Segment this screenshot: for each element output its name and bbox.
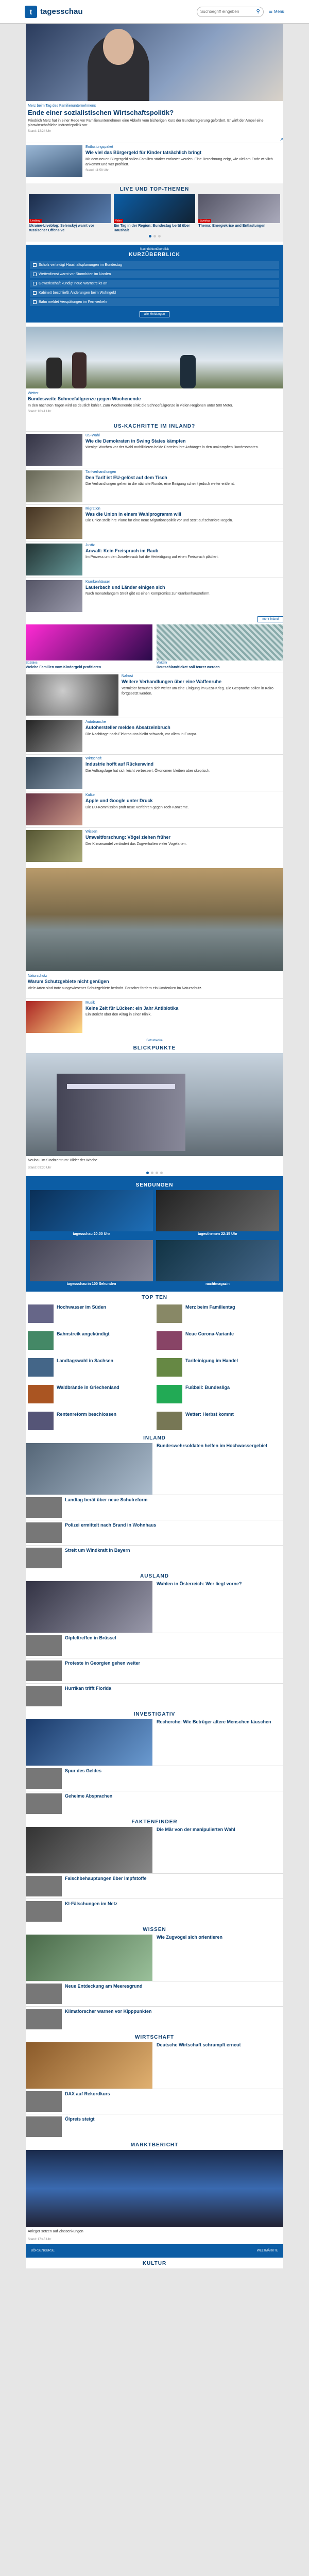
markt-image[interactable] bbox=[26, 2150, 283, 2227]
kultur-section: KULTUR bbox=[142, 2260, 167, 2266]
logo-text: tagesschau bbox=[40, 7, 83, 16]
art-teaser[interactable]: Nahost Weitere Verhandlungen über eine Waffenruhe Vermittler bemühen sich weiter um eine Einigung im Gaza-Krieg. Die Gespräche sollen in Kairo fortgesetzt werden. bbox=[26, 672, 283, 718]
live-card[interactable]: Liveblog Ukraine-Liveblog: Selenskyj warnt vor russischer Offensive bbox=[29, 194, 111, 233]
forecast-teaser[interactable]: Wetter Bundesweite Schneefallgrenze gegen Wochenende In den nächsten Tagen wird es deutlich kühler. Zum Wochenende sinkt die Schneefallgrenze in vielen Regionen unter 500 Meter. Stand: 10:41 Uhr bbox=[26, 323, 283, 420]
forecast-image bbox=[26, 327, 283, 388]
faktenfinder-section: FAKTENFINDER Die Mär von der manipulierten Wahl Falschbehauptungen über Impfstoffe KI-Fälschungen im Netz bbox=[26, 1816, 283, 1924]
list-item[interactable]: Geheime Absprachen bbox=[26, 1791, 283, 1816]
inland-section: US-KACHRITTE IM INLAND? US-Wahl Wie die Demokraten in Swing States kämpfen Wenige Wochen vor der Wahl mobilisieren beide Parteien ihre Anhänger in den umkämpften Bundesstaaten. Tarifverhandlungen Den Tarif ist EU-gelöst auf dem Tisch Die Verhandlungen gehen in die nächste Runde, eine Einigung scheint jedoch weiter entfernt. Migration Was die Union in einem Wahlprogramm will Die Union stellt ihre Pläne für eine neue Migrationspolitik vor und setzt auf schärfere Regeln. Justiz Anwalt: Kein Freispruch im Raub Im Prozess um den Juwelenraub hat die Verteidigung auf einen Freispruch plädiert. Krankenhäuser Lauterbach und Länder einigen sich Nach monatelangem Streit gibt es einen Kompromiss zur Krankenhausreform. mehr Inland bbox=[26, 420, 283, 622]
blickpunkte-image[interactable] bbox=[26, 1053, 283, 1156]
logo-mark: t bbox=[25, 6, 37, 18]
section-title: LIVE UND TOP-THEMEN bbox=[119, 187, 190, 193]
list-item[interactable]: Tarifverhandlungen Den Tarif ist EU-gelöst auf dem Tisch Die Verhandlungen gehen in die nächste Runde, eine Einigung scheint jedoch weiter entfernt. bbox=[26, 468, 283, 504]
inland2-section: INLAND Bundeswehrsoldaten helfen im Hochwassergebiet Landtag berät über neue Schulreform Polizei ermittelt nach Brand in Wohnhaus Streit um Windkraft in Bayern bbox=[26, 1432, 283, 1570]
list-item[interactable]: Gipfeltreffen in Brüssel bbox=[26, 1633, 283, 1658]
menu-button[interactable]: ☰ Menü bbox=[268, 9, 284, 14]
list-item[interactable]: Kultur Apple und Google unter Druck Die EU-Kommission prüft neue Verfahren gegen Tech-Konzerne. bbox=[26, 791, 283, 827]
list-item[interactable]: Wirtschaft Industrie hofft auf Rückenwind Die Auftragslage hat sich leicht verbessert, Ökonomen bleiben aber skeptisch. bbox=[26, 754, 283, 791]
list-item[interactable]: KI-Fälschungen im Netz bbox=[26, 1899, 283, 1924]
list-item[interactable]: Justiz Anwalt: Kein Freispruch im Raub Im Prozess um den Juwelenraub hat die Verteidigung auf einen Freispruch plädiert. bbox=[26, 541, 283, 578]
list-item[interactable]: DAX auf Rekordkurs bbox=[26, 2089, 283, 2114]
video-card[interactable]: tagesthemen 22:15 Uhr bbox=[156, 1190, 279, 1236]
wissen-section: WISSEN Wie Zugvögel sich orientieren Neue Entdeckung am Meeresgrund Klimaforscher warnen vor Kipppunkten bbox=[26, 1924, 283, 2031]
list-item[interactable]: Proteste in Georgien gehen weiter bbox=[26, 1658, 283, 1683]
list-item[interactable]: Falschbehauptungen über Impfstoffe bbox=[26, 1873, 283, 1899]
list-item[interactable]: Waldbrände in Griechenland bbox=[28, 1383, 152, 1405]
wirtschaft-section: WIRTSCHAFT Deutsche Wirtschaft schrumpft erneut DAX auf Rekordkurs Ölpreis steigt bbox=[26, 2031, 283, 2139]
carousel-dots[interactable] bbox=[26, 233, 283, 240]
second-teaser[interactable]: Entlastungspaket Wie viel das Bürgergeld für Kinder tatsächlich bringt Mit dem neuen Bürgergeld sollen Familien stärker entlastet werden. Eine Berechnung zeigt, wie viel am Ende wirklich ankommt und wer profitiert. Stand: 11:58 Uhr bbox=[26, 143, 283, 179]
list-item[interactable]: Tarifeinigung im Handel bbox=[157, 1356, 281, 1379]
list-item[interactable]: Rentenreform beschlossen bbox=[28, 1410, 152, 1432]
brief-item[interactable]: Scholz verteidigt Haushaltsplanungen im Bundestag bbox=[30, 261, 279, 269]
list-item[interactable]: Streit um Windkraft in Bayern bbox=[26, 1545, 283, 1570]
list-item[interactable]: Wissen Umweltforschung: Vögel ziehen früher Der Klimawandel verändert das Zugverhalten vieler Vogelarten. bbox=[26, 827, 283, 864]
brief-item[interactable]: Bahn meldet Verspätungen im Fernverkehr bbox=[30, 298, 279, 306]
teaser-card[interactable]: Soziales Welche Familien vom Kindergeld profitieren bbox=[26, 624, 152, 670]
sendungen-section: SENDUNGEN tagesschau 20:00 Uhr tagesthemen 22:15 Uhr tagesschau in 100 Sekunden nachtmagazin bbox=[26, 1176, 283, 1292]
lead-teaser[interactable]: Merz beim Tag des Familienunternehmens Ende einer sozialistischen Wirtschaftspolitik? Friedrich Merz hat in einer Rede vor Familienunternehmen eine Abkehr vom bisherigen Kurs der Bundesregierung gefordert. Er wirft der Ampel eine planwirtschaftliche Industriepolitik vor. Stand: 12:24 Uhr bbox=[26, 24, 283, 136]
investigativ-section: INVESTIGATIV Recherche: Wie Betrüger ältere Menschen täuschen Spur des Geldes Geheime Absprachen bbox=[26, 1708, 283, 1816]
boersenkurse-link[interactable]: BÖRSENKURSE bbox=[31, 2249, 55, 2252]
topten-section: TOP TEN Hochwasser im Süden Merz beim Familientag Bahnstreik angekündigt Neue Corona-Variante Landtagswahl in Sachsen Tarifeinigung im Handel Waldbrände in Griechenland Fußball: Bundesliga Rentenreform beschlossen Wetter: Herbst kommt bbox=[26, 1292, 283, 1432]
main-content bbox=[26, 24, 283, 2268]
brief-item[interactable]: Wetterdienst warnt vor Sturmböen im Norden bbox=[30, 270, 279, 278]
more-inland-button[interactable]: mehr Inland bbox=[258, 616, 283, 622]
list-item[interactable]: Landtagswahl in Sachsen bbox=[28, 1356, 152, 1379]
hamburger-icon: ☰ bbox=[268, 9, 272, 14]
list-item[interactable]: Krankenhäuser Lauterbach und Länder einigen sich Nach monatelangem Streit gibt es einen Kompromiss zur Krankenhausreform. bbox=[26, 578, 283, 614]
list-item[interactable]: Landtag berät über neue Schulreform bbox=[26, 1495, 283, 1520]
teaser-card[interactable]: Verkehr Deutschlandticket soll teurer werden bbox=[157, 624, 283, 670]
search-input[interactable]: Suchbegriff eingeben ⚲ bbox=[197, 7, 264, 17]
list-item[interactable]: Musik Keine Zeit für Lücken: ein Jahr Antibiotika Ein Bericht über den Alltag in einer Klinik. bbox=[26, 998, 283, 1035]
list-item[interactable]: Wetter: Herbst kommt bbox=[157, 1410, 281, 1432]
list-item[interactable]: Autobranche Autohersteller melden Absatzeinbruch Die Nachfrage nach Elektroautos bleibt schwach, vor allem in Europa. bbox=[26, 718, 283, 754]
brief-item[interactable]: Gewerkschaft kündigt neue Warnstreiks an bbox=[30, 280, 279, 287]
video-card[interactable]: tagesschau in 100 Sekunden bbox=[30, 1240, 153, 1286]
list-item[interactable]: Migration Was die Union in einem Wahlprogramm will Die Union stellt ihre Pläne für eine neue Migrationspolitik vor und setzt auf schärfere Regeln. bbox=[26, 504, 283, 541]
nature-image bbox=[26, 868, 283, 971]
list-item[interactable]: US-Wahl Wie die Demokraten in Swing States kämpfen Wenige Wochen vor der Wahl mobilisieren beide Parteien ihre Anhänger in den umkämpften Bundesstaaten. bbox=[26, 431, 283, 468]
blickpunkte-section: Fotostrecke BLICKPUNKTE Neubau im Stadtzentrum: Bilder der Woche Stand: 09:30 Uhr bbox=[26, 1039, 283, 1177]
list-item[interactable]: Fußball: Bundesliga bbox=[157, 1383, 281, 1405]
live-section bbox=[26, 183, 283, 242]
list-item[interactable]: Hurrikan trifft Florida bbox=[26, 1683, 283, 1708]
list-item[interactable]: Neue Corona-Variante bbox=[157, 1329, 281, 1352]
nature-teaser[interactable]: Naturschutz Warum Schutzgebiete nicht genügen Viele Arten sind trotz ausgewiesener Schutzgebiete bedroht. Forscher fordern ein Umdenken im Naturschutz. bbox=[26, 864, 283, 998]
site-header bbox=[0, 0, 309, 24]
teaser-image bbox=[26, 145, 82, 177]
ausland-section: AUSLAND Wahlen in Österreich: Wer liegt vorne? Gipfeltreffen in Brüssel Proteste in Georgien gehen weiter Hurrikan trifft Florida bbox=[26, 1570, 283, 1708]
markt-section: MARKTBERICHT Anleger setzen auf Zinssenkungen Stand: 17:45 Uhr BÖRSENKURSE WELTMÄRKTE bbox=[26, 2139, 283, 2258]
live-card[interactable]: Video Ein Tag in der Region: Bundestag berät über Haushalt bbox=[114, 194, 196, 233]
more-list bbox=[26, 718, 283, 864]
lead-title[interactable]: Ende einer sozialistischen Wirtschaftspolitik? bbox=[28, 109, 174, 116]
pair-teasers bbox=[26, 622, 283, 672]
list-item[interactable]: Klimaforscher warnen vor Kipppunkten bbox=[26, 2006, 283, 2031]
list-item[interactable]: Bahnstreik angekündigt bbox=[28, 1329, 152, 1352]
list-item[interactable]: Neue Entdeckung am Meeresgrund bbox=[26, 1981, 283, 2006]
video-card[interactable]: nachtmagazin bbox=[156, 1240, 279, 1286]
share-icon[interactable]: ↗ bbox=[280, 137, 283, 142]
brief-item[interactable]: Kabinett beschließt Änderungen beim Wohngeld bbox=[30, 289, 279, 297]
all-news-button[interactable]: alle Meldungen bbox=[140, 311, 170, 317]
weltmaerkte-link[interactable]: WELTMÄRKTE bbox=[256, 2249, 278, 2252]
video-card[interactable]: tagesschau 20:00 Uhr bbox=[30, 1190, 153, 1236]
list-item[interactable]: Polizei ermittelt nach Brand in Wohnhaus bbox=[26, 1520, 283, 1545]
brief-box: Nachrichtenüberblick KURZÜBERBLICK Scholz verteidigt Haushaltsplanungen im Bundestag Wetterdienst warnt vor Sturmböen im Norden Gewerkschaft kündigt neue Warnstreiks an Kabinett beschließt Änderungen beim Wohngeld Bahn meldet Verspätungen im Fernverkehr alle Meldungen bbox=[26, 245, 283, 323]
search-icon[interactable]: ⚲ bbox=[256, 9, 260, 14]
list-item[interactable]: Merz beim Familientag bbox=[157, 1302, 281, 1325]
list-item[interactable]: Ölpreis steigt bbox=[26, 2114, 283, 2139]
live-card[interactable]: Liveblog Thema: Energiekrise und Entlastungen bbox=[198, 194, 280, 233]
list-item[interactable]: Hochwasser im Süden bbox=[28, 1302, 152, 1325]
list-item[interactable]: Spur des Geldes bbox=[26, 1766, 283, 1791]
lead-image bbox=[26, 24, 283, 101]
logo[interactable] bbox=[25, 6, 83, 18]
